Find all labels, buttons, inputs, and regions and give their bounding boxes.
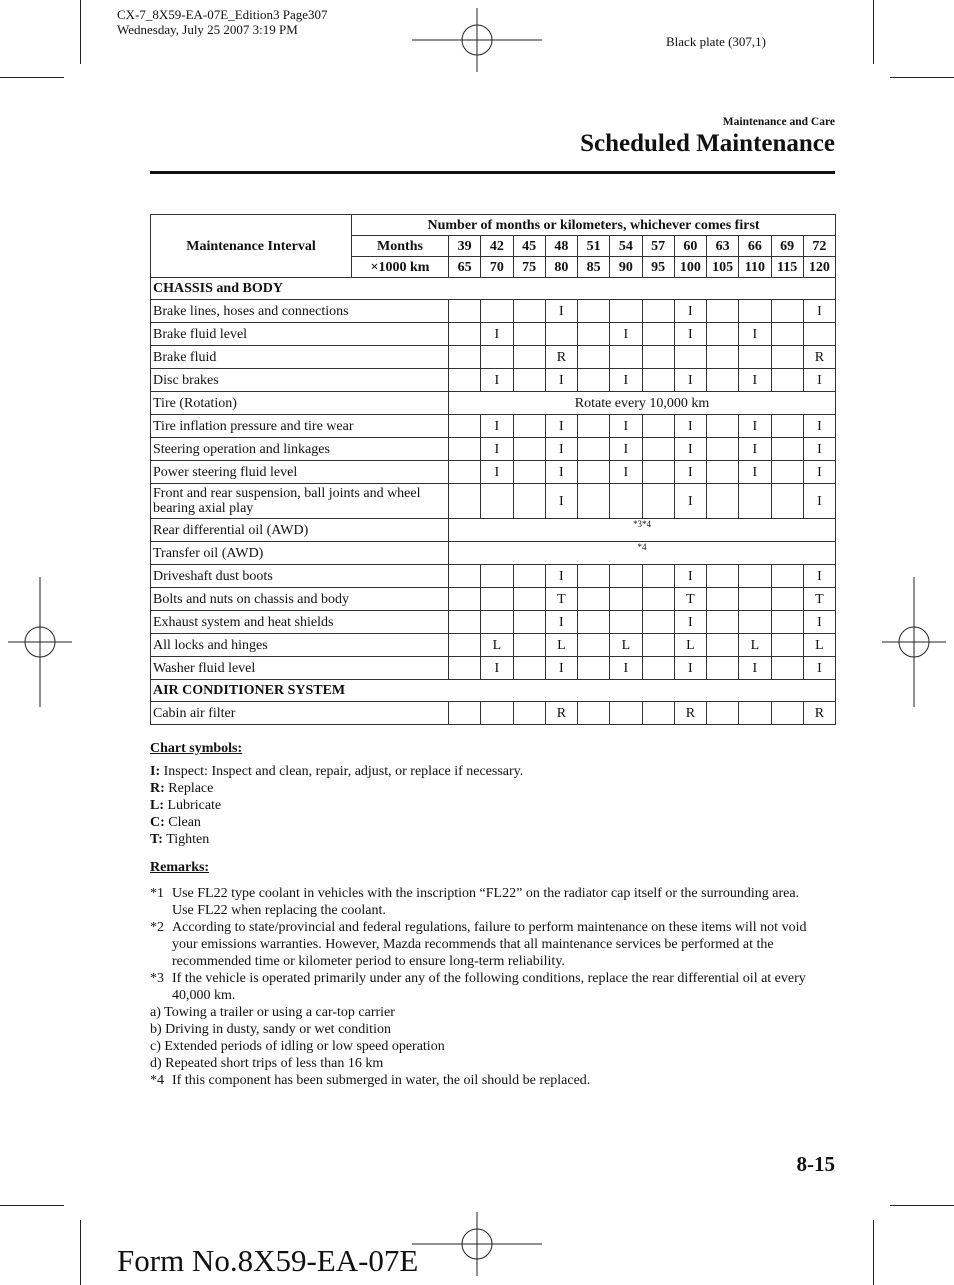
schedule-cell [771,702,803,725]
remark-subitem: b) Driving in dusty, sandy or wet condition [150,1022,391,1037]
schedule-cell: I [739,657,771,680]
schedule-span: Rotate every 10,000 km [449,392,836,415]
schedule-cell [771,657,803,680]
km-value: 100 [674,257,706,278]
schedule-cell [449,611,481,634]
schedule-cell: I [610,657,642,680]
schedule-cell: I [803,300,835,323]
schedule-cell [578,657,610,680]
schedule-cell [771,611,803,634]
schedule-cell [449,565,481,588]
page-title: Scheduled Maintenance [580,130,835,157]
schedule-cell: I [803,611,835,634]
schedule-cell [771,565,803,588]
schedule-cell [642,438,674,461]
remark-subitem: d) Repeated short trips of less than 16 km [150,1056,384,1071]
schedule-cell: I [545,611,577,634]
months-value: 63 [707,236,739,257]
schedule-cell: R [803,702,835,725]
interval-header: Maintenance Interval [151,215,352,278]
remark-item: *4 If this component has been submerged in water, the oil should be replaced. [150,1073,591,1088]
registration-mark-icon [882,577,946,707]
schedule-cell [449,588,481,611]
crop-mark [0,77,64,78]
schedule-cell [642,461,674,484]
schedule-cell [707,369,739,392]
schedule-cell [771,415,803,438]
schedule-cell: I [739,369,771,392]
table-row [151,323,836,346]
section-header: AIR CONDITIONER SYSTEM [151,680,836,702]
km-value: 65 [449,257,481,278]
schedule-cell [707,634,739,657]
schedule-cell [642,484,674,519]
schedule-cell: I [674,300,706,323]
schedule-cell [610,484,642,519]
schedule-cell: I [545,657,577,680]
span-header: Number of months or kilometers, whichever comes first [352,215,836,236]
table-row [151,634,836,657]
months-value: 57 [642,236,674,257]
schedule-cell [513,369,545,392]
crop-mark [80,1220,81,1285]
maintenance-item: Exhaust system and heat shields [151,611,449,634]
schedule-cell [481,484,513,519]
schedule-cell [610,588,642,611]
schedule-cell: I [674,461,706,484]
schedule-cell: I [803,484,835,519]
schedule-cell: I [739,415,771,438]
schedule-cell [578,461,610,484]
schedule-cell [771,323,803,346]
maintenance-item: Brake lines, hoses and connections [151,300,449,323]
schedule-cell [449,702,481,725]
schedule-cell [642,300,674,323]
schedule-cell [642,611,674,634]
months-value: 54 [610,236,642,257]
schedule-cell [739,346,771,369]
schedule-cell [481,565,513,588]
schedule-cell: I [674,369,706,392]
maintenance-item: Washer fluid level [151,657,449,680]
months-value: 45 [513,236,545,257]
page-number: 8-15 [796,1152,835,1176]
maintenance-item: Rear differential oil (AWD) [151,519,449,542]
schedule-cell: I [674,438,706,461]
schedule-cell [739,702,771,725]
schedule-cell [578,702,610,725]
schedule-cell: I [545,484,577,519]
schedule-cell [449,438,481,461]
schedule-cell [513,438,545,461]
schedule-cell [449,300,481,323]
title-rule [150,171,835,174]
table-row [151,565,836,588]
schedule-cell [739,300,771,323]
schedule-cell: I [545,565,577,588]
schedule-cell [642,565,674,588]
chart-symbols-title: Chart symbols: [150,741,243,756]
schedule-cell: I [610,438,642,461]
km-value: 95 [642,257,674,278]
schedule-cell: I [610,369,642,392]
months-label: Months [352,236,449,257]
schedule-cell: R [674,702,706,725]
schedule-cell: R [545,702,577,725]
schedule-cell [513,346,545,369]
chart-symbol: L: Lubricate [150,798,222,813]
schedule-cell [707,300,739,323]
remark-item: *2 According to state/provincial and federal regulations, failure to perform maintenance on these items will not void your emissions warranties. However, Mazda recommends that all maintenance services be performed at the recommended time or kilometer period to ensure long-term reliability. [150,920,807,969]
table-row [151,588,836,611]
schedule-cell: I [481,461,513,484]
maintenance-item: Steering operation and linkages [151,438,449,461]
schedule-cell: I [481,415,513,438]
schedule-cell [771,346,803,369]
schedule-cell [513,461,545,484]
schedule-cell: I [674,415,706,438]
schedule-cell [707,438,739,461]
schedule-cell [610,300,642,323]
schedule-cell [771,484,803,519]
schedule-cell [642,702,674,725]
schedule-cell [739,484,771,519]
months-value: 48 [545,236,577,257]
schedule-cell [481,300,513,323]
registration-mark-icon [412,8,542,72]
schedule-cell: I [610,461,642,484]
table-row [151,438,836,461]
schedule-cell: I [545,438,577,461]
schedule-cell [513,323,545,346]
schedule-cell: I [739,438,771,461]
schedule-cell [449,323,481,346]
schedule-cell: I [803,438,835,461]
remark-subitem: c) Extended periods of idling or low speed operation [150,1039,445,1054]
schedule-cell: T [803,588,835,611]
km-label: ×1000 km [352,257,449,278]
schedule-cell: I [674,657,706,680]
schedule-cell [771,588,803,611]
schedule-cell: L [481,634,513,657]
schedule-cell [739,588,771,611]
schedule-cell [481,588,513,611]
table-row [151,519,836,542]
schedule-cell [578,484,610,519]
km-value: 115 [771,257,803,278]
schedule-cell [513,588,545,611]
schedule-cell: I [481,323,513,346]
schedule-cell: R [803,346,835,369]
schedule-cell [610,611,642,634]
chart-symbol: R: Replace [150,781,214,796]
crop-mark [0,1205,64,1206]
crop-mark [890,1205,954,1206]
schedule-cell: I [803,461,835,484]
registration-mark-icon [412,1212,542,1276]
schedule-cell [578,300,610,323]
months-value: 60 [674,236,706,257]
maintenance-item: Brake fluid [151,346,449,369]
schedule-cell [707,588,739,611]
months-value: 72 [803,236,835,257]
remark-item: *3 If the vehicle is operated primarily under any of the following conditions, replace the rear differential oil at every 40,000 km. [150,971,806,1003]
schedule-cell [707,415,739,438]
schedule-cell: I [674,611,706,634]
schedule-cell [771,369,803,392]
schedule-cell: I [481,657,513,680]
schedule-cell [707,565,739,588]
schedule-cell [739,611,771,634]
schedule-cell [513,300,545,323]
schedule-note: *4 [449,542,836,565]
schedule-cell [674,346,706,369]
schedule-cell [513,611,545,634]
schedule-cell [610,702,642,725]
km-value: 90 [610,257,642,278]
schedule-cell: I [481,369,513,392]
months-value: 39 [449,236,481,257]
schedule-cell: I [803,565,835,588]
maintenance-item: Disc brakes [151,369,449,392]
schedule-cell [449,634,481,657]
table-row [151,702,836,725]
schedule-cell [449,415,481,438]
schedule-cell: I [739,323,771,346]
table-row [151,392,836,415]
km-value: 70 [481,257,513,278]
schedule-cell: I [674,484,706,519]
schedule-cell [642,657,674,680]
schedule-cell: I [545,369,577,392]
crop-mark [873,0,874,64]
schedule-cell [481,702,513,725]
remarks-list [150,885,820,1089]
schedule-cell [707,461,739,484]
schedule-cell [578,415,610,438]
schedule-cell [707,484,739,519]
crop-mark [890,77,954,78]
km-value: 75 [513,257,545,278]
schedule-cell [771,461,803,484]
schedule-cell [513,415,545,438]
maintenance-item: All locks and hinges [151,634,449,657]
schedule-cell: I [545,300,577,323]
maintenance-item: Driveshaft dust boots [151,565,449,588]
schedule-cell [449,346,481,369]
schedule-cell [771,300,803,323]
schedule-cell [707,323,739,346]
km-value: 85 [578,257,610,278]
schedule-cell [578,611,610,634]
schedule-cell: L [674,634,706,657]
schedule-cell [449,461,481,484]
schedule-cell: I [610,415,642,438]
schedule-cell [610,346,642,369]
schedule-cell [707,657,739,680]
schedule-cell [610,565,642,588]
table-row [151,461,836,484]
maintenance-item: Bolts and nuts on chassis and body [151,588,449,611]
remarks-title: Remarks: [150,860,210,875]
schedule-cell [513,657,545,680]
months-value: 51 [578,236,610,257]
section-label: Maintenance and Care [722,116,835,128]
schedule-cell: I [674,565,706,588]
chart-symbol: I: Inspect: Inspect and clean, repair, adjust, or replace if necessary. [150,764,524,779]
print-header-file: CX-7_8X59-EA-07E_Edition3 Page307 [117,7,328,22]
schedule-cell [481,611,513,634]
schedule-cell [513,634,545,657]
schedule-cell [481,346,513,369]
table-row [151,611,836,634]
schedule-cell: I [803,369,835,392]
schedule-cell [771,634,803,657]
months-value: 69 [771,236,803,257]
schedule-cell: I [739,461,771,484]
schedule-cell: T [545,588,577,611]
crop-mark [80,0,81,64]
schedule-cell [642,588,674,611]
schedule-cell [513,484,545,519]
print-header-date: Wednesday, July 25 2007 3:19 PM [117,22,298,37]
schedule-cell [642,634,674,657]
schedule-cell: L [739,634,771,657]
schedule-cell [513,702,545,725]
schedule-cell: L [803,634,835,657]
months-value: 42 [481,236,513,257]
schedule-cell [578,323,610,346]
schedule-cell: I [545,461,577,484]
km-value: 110 [739,257,771,278]
schedule-cell [642,323,674,346]
schedule-cell [771,438,803,461]
schedule-cell [449,484,481,519]
schedule-cell [578,565,610,588]
schedule-cell: L [610,634,642,657]
schedule-cell [578,438,610,461]
maintenance-item: Cabin air filter [151,702,449,725]
schedule-cell: I [803,415,835,438]
maintenance-item: Brake fluid level [151,323,449,346]
schedule-note: *3*4 [449,519,836,542]
section-header: CHASSIS and BODY [151,278,836,300]
schedule-cell: T [674,588,706,611]
remark-item: *1 Use FL22 type coolant in vehicles with the inscription “FL22” on the radiator cap itself or the surrounding area. Use FL22 when replacing the coolant. [150,886,800,918]
schedule-cell: I [545,415,577,438]
schedule-cell: I [803,657,835,680]
schedule-cell: L [545,634,577,657]
schedule-cell [578,346,610,369]
table-row [151,346,836,369]
schedule-cell [739,565,771,588]
maintenance-item: Tire inflation pressure and tire wear [151,415,449,438]
remark-subitem: a) Towing a trailer or using a car-top carrier [150,1005,395,1020]
table-row [151,484,836,519]
registration-mark-icon [8,577,72,707]
schedule-cell [642,369,674,392]
schedule-cell: I [481,438,513,461]
plate-label: Black plate (307,1) [666,34,766,49]
km-value: 120 [803,257,835,278]
schedule-cell: R [545,346,577,369]
chart-symbol: C: Clean [150,815,201,830]
maintenance-item: Power steering fluid level [151,461,449,484]
chart-symbol: T: Tighten [150,832,210,847]
schedule-cell [578,369,610,392]
schedule-cell [545,323,577,346]
schedule-cell [707,346,739,369]
maintenance-item: Transfer oil (AWD) [151,542,449,565]
schedule-cell [803,323,835,346]
schedule-cell [642,346,674,369]
maintenance-item: Front and rear suspension, ball joints and wheel bearing axial play [151,484,449,519]
months-value: 66 [739,236,771,257]
schedule-cell: I [610,323,642,346]
schedule-cell [449,369,481,392]
schedule-cell: I [674,323,706,346]
table-row [151,542,836,565]
km-value: 105 [707,257,739,278]
schedule-cell [513,565,545,588]
maintenance-item: Tire (Rotation) [151,392,449,415]
schedule-cell [578,634,610,657]
print-header [117,7,328,37]
schedule-cell [578,588,610,611]
form-number: Form No.8X59-EA-07E [117,1243,419,1278]
schedule-cell [642,415,674,438]
table-row [151,657,836,680]
table-row [151,300,836,323]
km-value: 80 [545,257,577,278]
schedule-cell [707,611,739,634]
crop-mark [873,1220,874,1285]
table-row [151,369,836,392]
table-row [151,415,836,438]
schedule-cell [707,702,739,725]
chart-symbols [150,740,523,848]
maintenance-table [150,214,836,725]
schedule-cell [449,657,481,680]
